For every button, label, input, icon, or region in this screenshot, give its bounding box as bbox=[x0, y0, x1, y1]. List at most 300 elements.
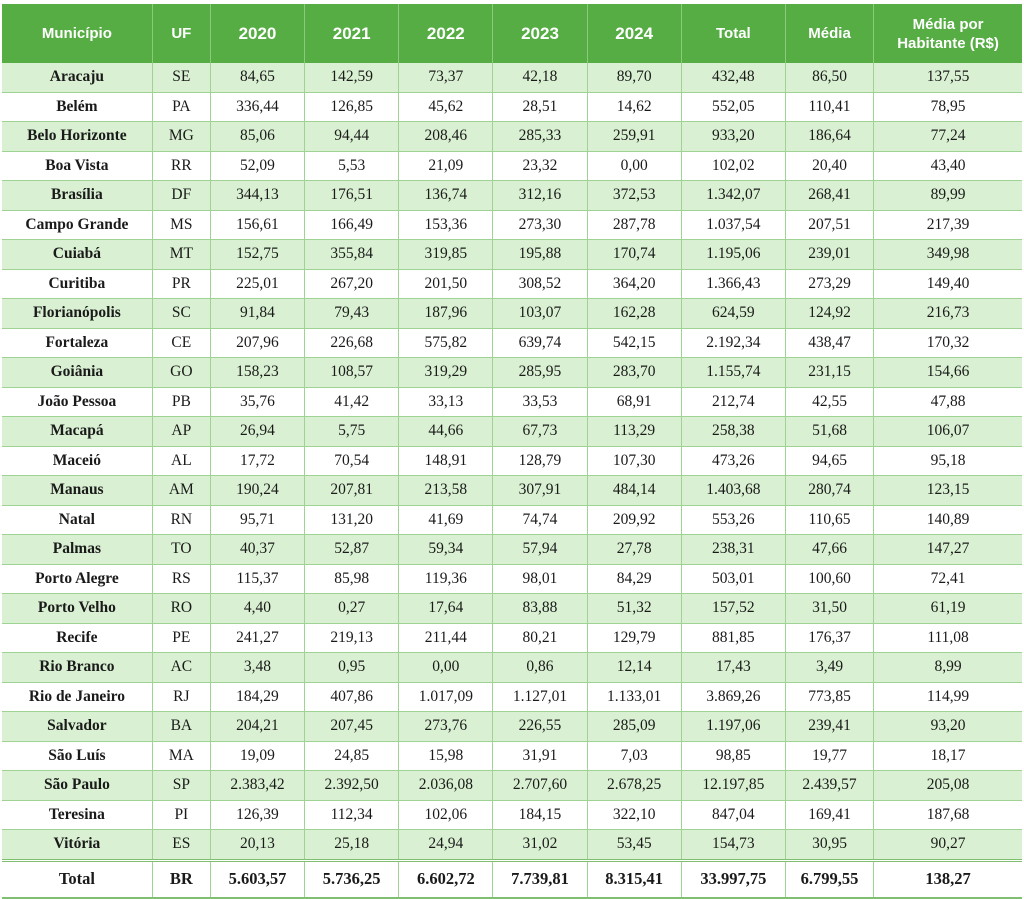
cell-municipio: Porto Alegre bbox=[2, 564, 152, 594]
cell-media: 19,77 bbox=[785, 741, 873, 771]
cell-total: 1.342,07 bbox=[681, 181, 785, 211]
cell-2023: 273,30 bbox=[493, 210, 587, 240]
header-2024: 2024 bbox=[587, 4, 681, 63]
cell-uf: MG bbox=[152, 122, 210, 152]
cell-media: 239,01 bbox=[785, 240, 873, 270]
cell-municipio: Macapá bbox=[2, 417, 152, 447]
cell-total: 98,85 bbox=[681, 741, 785, 771]
cell-2020: 35,76 bbox=[210, 387, 304, 417]
cell-total: 1.037,54 bbox=[681, 210, 785, 240]
header-media-por-habitante: Média por Habitante (R$) bbox=[874, 4, 1022, 63]
cell-2024: 287,78 bbox=[587, 210, 681, 240]
cell-total: 157,52 bbox=[681, 594, 785, 624]
table-row bbox=[2, 505, 1022, 535]
cell-2023: 285,95 bbox=[493, 358, 587, 388]
cell-2020: 152,75 bbox=[210, 240, 304, 270]
cell-2023: 128,79 bbox=[493, 446, 587, 476]
cell-2023: 33,53 bbox=[493, 387, 587, 417]
header-2022: 2022 bbox=[399, 4, 493, 63]
table-row bbox=[2, 653, 1022, 683]
cell-2021: 112,34 bbox=[305, 800, 399, 830]
cell-municipio: Cuiabá bbox=[2, 240, 152, 270]
cell-2023: 31,02 bbox=[493, 830, 587, 861]
cell-2020: 20,13 bbox=[210, 830, 304, 861]
cell-media-por-habitante: 89,99 bbox=[874, 181, 1022, 211]
cell-total: 258,38 bbox=[681, 417, 785, 447]
cell-municipio: Brasília bbox=[2, 181, 152, 211]
table-row bbox=[2, 63, 1022, 92]
cell-municipio: Porto Velho bbox=[2, 594, 152, 624]
cell-uf: GO bbox=[152, 358, 210, 388]
cell-2020: 3,48 bbox=[210, 653, 304, 683]
cell-2021: 0,95 bbox=[305, 653, 399, 683]
cell-media-por-habitante: 8,99 bbox=[874, 653, 1022, 683]
table-row bbox=[2, 358, 1022, 388]
table-row bbox=[2, 181, 1022, 211]
cell-2020: 336,44 bbox=[210, 92, 304, 122]
cell-2022: 45,62 bbox=[399, 92, 493, 122]
cell-2020: 207,96 bbox=[210, 328, 304, 358]
cell-municipio: São Luís bbox=[2, 741, 152, 771]
cell-2021: 207,45 bbox=[305, 712, 399, 742]
cell-2020: 52,09 bbox=[210, 151, 304, 181]
cell-media: 207,51 bbox=[785, 210, 873, 240]
total-uf: BR bbox=[152, 860, 210, 898]
cell-uf: PA bbox=[152, 92, 210, 122]
cell-media: 31,50 bbox=[785, 594, 873, 624]
cell-media: 20,40 bbox=[785, 151, 873, 181]
cell-2022: 201,50 bbox=[399, 269, 493, 299]
cell-total: 154,73 bbox=[681, 830, 785, 861]
cell-media: 47,66 bbox=[785, 535, 873, 565]
cell-2020: 156,61 bbox=[210, 210, 304, 240]
cell-total: 238,31 bbox=[681, 535, 785, 565]
cell-2024: 259,91 bbox=[587, 122, 681, 152]
cell-2020: 225,01 bbox=[210, 269, 304, 299]
cell-media: 268,41 bbox=[785, 181, 873, 211]
cell-2021: 226,68 bbox=[305, 328, 399, 358]
total-media-por-habitante: 138,27 bbox=[874, 860, 1022, 898]
cell-2022: 273,76 bbox=[399, 712, 493, 742]
cell-uf: CE bbox=[152, 328, 210, 358]
cell-2020: 190,24 bbox=[210, 476, 304, 506]
cell-media: 100,60 bbox=[785, 564, 873, 594]
cell-2021: 70,54 bbox=[305, 446, 399, 476]
table-row bbox=[2, 240, 1022, 270]
cell-total: 552,05 bbox=[681, 92, 785, 122]
cell-media-por-habitante: 137,55 bbox=[874, 63, 1022, 92]
table-row bbox=[2, 771, 1022, 801]
cell-media: 110,41 bbox=[785, 92, 873, 122]
cell-2021: 41,42 bbox=[305, 387, 399, 417]
table-row bbox=[2, 210, 1022, 240]
cell-media-por-habitante: 61,19 bbox=[874, 594, 1022, 624]
cell-media: 94,65 bbox=[785, 446, 873, 476]
cell-2020: 91,84 bbox=[210, 299, 304, 329]
cell-municipio: Palmas bbox=[2, 535, 152, 565]
cell-media-por-habitante: 90,27 bbox=[874, 830, 1022, 861]
cell-2023: 285,33 bbox=[493, 122, 587, 152]
cell-uf: AM bbox=[152, 476, 210, 506]
cell-total: 624,59 bbox=[681, 299, 785, 329]
cell-2021: 94,44 bbox=[305, 122, 399, 152]
cell-2020: 26,94 bbox=[210, 417, 304, 447]
cell-2021: 5,53 bbox=[305, 151, 399, 181]
cell-uf: AL bbox=[152, 446, 210, 476]
table-row bbox=[2, 122, 1022, 152]
cell-2023: 0,86 bbox=[493, 653, 587, 683]
cell-2023: 80,21 bbox=[493, 623, 587, 653]
cell-total: 847,04 bbox=[681, 800, 785, 830]
cell-total: 553,26 bbox=[681, 505, 785, 535]
cell-2023: 184,15 bbox=[493, 800, 587, 830]
cell-uf: PB bbox=[152, 387, 210, 417]
cell-2022: 153,36 bbox=[399, 210, 493, 240]
cell-2024: 283,70 bbox=[587, 358, 681, 388]
cell-2022: 24,94 bbox=[399, 830, 493, 861]
cell-media: 169,41 bbox=[785, 800, 873, 830]
cell-2024: 53,45 bbox=[587, 830, 681, 861]
cell-total: 212,74 bbox=[681, 387, 785, 417]
cell-2023: 307,91 bbox=[493, 476, 587, 506]
header-media: Média bbox=[785, 4, 873, 63]
cell-2022: 2.036,08 bbox=[399, 771, 493, 801]
cell-municipio: Recife bbox=[2, 623, 152, 653]
cell-total: 12.197,85 bbox=[681, 771, 785, 801]
cell-uf: PE bbox=[152, 623, 210, 653]
total-total: 33.997,75 bbox=[681, 860, 785, 898]
cell-total: 1.197,06 bbox=[681, 712, 785, 742]
cell-uf: RN bbox=[152, 505, 210, 535]
cell-media-por-habitante: 78,95 bbox=[874, 92, 1022, 122]
cell-media-por-habitante: 170,32 bbox=[874, 328, 1022, 358]
cell-2022: 119,36 bbox=[399, 564, 493, 594]
cell-uf: SC bbox=[152, 299, 210, 329]
cell-municipio: Manaus bbox=[2, 476, 152, 506]
cell-municipio: Rio Branco bbox=[2, 653, 152, 683]
cell-media: 42,55 bbox=[785, 387, 873, 417]
cell-2021: 131,20 bbox=[305, 505, 399, 535]
cell-2021: 166,49 bbox=[305, 210, 399, 240]
cell-media-por-habitante: 140,89 bbox=[874, 505, 1022, 535]
cell-2020: 158,23 bbox=[210, 358, 304, 388]
cell-2023: 2.707,60 bbox=[493, 771, 587, 801]
cell-2024: 364,20 bbox=[587, 269, 681, 299]
table-row bbox=[2, 476, 1022, 506]
cell-uf: AC bbox=[152, 653, 210, 683]
cell-2020: 95,71 bbox=[210, 505, 304, 535]
total-row bbox=[2, 860, 1022, 898]
table-row bbox=[2, 417, 1022, 447]
cell-media: 2.439,57 bbox=[785, 771, 873, 801]
cell-media-por-habitante: 205,08 bbox=[874, 771, 1022, 801]
cell-2021: 5,75 bbox=[305, 417, 399, 447]
cell-2024: 1.133,01 bbox=[587, 682, 681, 712]
cell-2023: 57,94 bbox=[493, 535, 587, 565]
cell-media: 186,64 bbox=[785, 122, 873, 152]
cell-2023: 31,91 bbox=[493, 741, 587, 771]
cell-municipio: Florianópolis bbox=[2, 299, 152, 329]
table-row bbox=[2, 800, 1022, 830]
total-2022: 6.602,72 bbox=[399, 860, 493, 898]
cell-2022: 213,58 bbox=[399, 476, 493, 506]
cell-2020: 241,27 bbox=[210, 623, 304, 653]
table-row bbox=[2, 594, 1022, 624]
cell-2023: 98,01 bbox=[493, 564, 587, 594]
cell-2022: 41,69 bbox=[399, 505, 493, 535]
cell-2023: 226,55 bbox=[493, 712, 587, 742]
cell-uf: PR bbox=[152, 269, 210, 299]
cell-2023: 308,52 bbox=[493, 269, 587, 299]
cell-total: 1.366,43 bbox=[681, 269, 785, 299]
cell-total: 933,20 bbox=[681, 122, 785, 152]
header-2023: 2023 bbox=[493, 4, 587, 63]
cell-2024: 51,32 bbox=[587, 594, 681, 624]
cell-2021: 142,59 bbox=[305, 63, 399, 92]
cell-2022: 59,34 bbox=[399, 535, 493, 565]
table-row bbox=[2, 446, 1022, 476]
table-row bbox=[2, 830, 1022, 861]
cell-2021: 0,27 bbox=[305, 594, 399, 624]
cell-2020: 344,13 bbox=[210, 181, 304, 211]
cell-2021: 52,87 bbox=[305, 535, 399, 565]
cell-2024: 322,10 bbox=[587, 800, 681, 830]
cell-2024: 0,00 bbox=[587, 151, 681, 181]
cell-municipio: Vitória bbox=[2, 830, 152, 861]
cell-media-por-habitante: 93,20 bbox=[874, 712, 1022, 742]
cell-uf: SE bbox=[152, 63, 210, 92]
cell-2023: 42,18 bbox=[493, 63, 587, 92]
cell-2023: 23,32 bbox=[493, 151, 587, 181]
cell-2022: 21,09 bbox=[399, 151, 493, 181]
cell-2023: 1.127,01 bbox=[493, 682, 587, 712]
cell-media: 86,50 bbox=[785, 63, 873, 92]
cell-total: 473,26 bbox=[681, 446, 785, 476]
cell-total: 503,01 bbox=[681, 564, 785, 594]
cell-2024: 285,09 bbox=[587, 712, 681, 742]
cell-2022: 17,64 bbox=[399, 594, 493, 624]
cell-2020: 84,65 bbox=[210, 63, 304, 92]
cell-media-por-habitante: 106,07 bbox=[874, 417, 1022, 447]
cell-municipio: Campo Grande bbox=[2, 210, 152, 240]
cell-media-por-habitante: 187,68 bbox=[874, 800, 1022, 830]
cell-2020: 85,06 bbox=[210, 122, 304, 152]
cell-2024: 129,79 bbox=[587, 623, 681, 653]
cell-uf: TO bbox=[152, 535, 210, 565]
cell-2024: 542,15 bbox=[587, 328, 681, 358]
total-label: Total bbox=[2, 860, 152, 898]
cell-media-por-habitante: 18,17 bbox=[874, 741, 1022, 771]
cell-media-por-habitante: 95,18 bbox=[874, 446, 1022, 476]
cell-total: 1.195,06 bbox=[681, 240, 785, 270]
table-row bbox=[2, 299, 1022, 329]
cell-total: 1.403,68 bbox=[681, 476, 785, 506]
cell-2024: 89,70 bbox=[587, 63, 681, 92]
cell-media: 3,49 bbox=[785, 653, 873, 683]
cell-2024: 372,53 bbox=[587, 181, 681, 211]
cell-municipio: Belo Horizonte bbox=[2, 122, 152, 152]
cell-municipio: Maceió bbox=[2, 446, 152, 476]
cell-media-por-habitante: 216,73 bbox=[874, 299, 1022, 329]
cell-2021: 126,85 bbox=[305, 92, 399, 122]
cell-uf: RO bbox=[152, 594, 210, 624]
cell-municipio: Salvador bbox=[2, 712, 152, 742]
municipality-table bbox=[2, 4, 1022, 899]
cell-media-por-habitante: 43,40 bbox=[874, 151, 1022, 181]
cell-media: 51,68 bbox=[785, 417, 873, 447]
cell-2024: 484,14 bbox=[587, 476, 681, 506]
cell-total: 881,85 bbox=[681, 623, 785, 653]
cell-2022: 319,29 bbox=[399, 358, 493, 388]
cell-2022: 33,13 bbox=[399, 387, 493, 417]
cell-media: 280,74 bbox=[785, 476, 873, 506]
header-row bbox=[2, 4, 1022, 63]
cell-media-por-habitante: 123,15 bbox=[874, 476, 1022, 506]
cell-2022: 136,74 bbox=[399, 181, 493, 211]
total-2023: 7.739,81 bbox=[493, 860, 587, 898]
total-2020: 5.603,57 bbox=[210, 860, 304, 898]
cell-2023: 312,16 bbox=[493, 181, 587, 211]
table-footer bbox=[2, 860, 1022, 898]
cell-2023: 103,07 bbox=[493, 299, 587, 329]
cell-2024: 7,03 bbox=[587, 741, 681, 771]
cell-municipio: Rio de Janeiro bbox=[2, 682, 152, 712]
cell-2020: 17,72 bbox=[210, 446, 304, 476]
cell-media-por-habitante: 47,88 bbox=[874, 387, 1022, 417]
header-total: Total bbox=[681, 4, 785, 63]
cell-municipio: Belém bbox=[2, 92, 152, 122]
table-header bbox=[2, 4, 1022, 63]
cell-total: 17,43 bbox=[681, 653, 785, 683]
cell-municipio: São Paulo bbox=[2, 771, 152, 801]
cell-2024: 27,78 bbox=[587, 535, 681, 565]
header-uf: UF bbox=[152, 4, 210, 63]
cell-media: 176,37 bbox=[785, 623, 873, 653]
table-row bbox=[2, 712, 1022, 742]
cell-municipio: Aracaju bbox=[2, 63, 152, 92]
table-row bbox=[2, 328, 1022, 358]
cell-2024: 68,91 bbox=[587, 387, 681, 417]
cell-media-por-habitante: 72,41 bbox=[874, 564, 1022, 594]
cell-2022: 148,91 bbox=[399, 446, 493, 476]
cell-2024: 170,74 bbox=[587, 240, 681, 270]
cell-municipio: Fortaleza bbox=[2, 328, 152, 358]
cell-uf: RJ bbox=[152, 682, 210, 712]
cell-uf: AP bbox=[152, 417, 210, 447]
cell-2024: 113,29 bbox=[587, 417, 681, 447]
cell-2022: 44,66 bbox=[399, 417, 493, 447]
cell-2024: 162,28 bbox=[587, 299, 681, 329]
cell-media: 239,41 bbox=[785, 712, 873, 742]
cell-2023: 74,74 bbox=[493, 505, 587, 535]
cell-2023: 67,73 bbox=[493, 417, 587, 447]
cell-media-por-habitante: 77,24 bbox=[874, 122, 1022, 152]
cell-2020: 184,29 bbox=[210, 682, 304, 712]
table-row bbox=[2, 623, 1022, 653]
cell-uf: BA bbox=[152, 712, 210, 742]
cell-uf: RS bbox=[152, 564, 210, 594]
cell-uf: DF bbox=[152, 181, 210, 211]
cell-2024: 12,14 bbox=[587, 653, 681, 683]
cell-2021: 267,20 bbox=[305, 269, 399, 299]
cell-media: 110,65 bbox=[785, 505, 873, 535]
cell-2023: 195,88 bbox=[493, 240, 587, 270]
header-municipio: Município bbox=[2, 4, 152, 63]
cell-2021: 25,18 bbox=[305, 830, 399, 861]
cell-2021: 355,84 bbox=[305, 240, 399, 270]
cell-2021: 108,57 bbox=[305, 358, 399, 388]
table-row bbox=[2, 741, 1022, 771]
cell-media-por-habitante: 217,39 bbox=[874, 210, 1022, 240]
table-row bbox=[2, 535, 1022, 565]
cell-municipio: João Pessoa bbox=[2, 387, 152, 417]
cell-media-por-habitante: 349,98 bbox=[874, 240, 1022, 270]
cell-uf: ES bbox=[152, 830, 210, 861]
cell-media: 438,47 bbox=[785, 328, 873, 358]
cell-2023: 83,88 bbox=[493, 594, 587, 624]
cell-2020: 204,21 bbox=[210, 712, 304, 742]
total-2024: 8.315,41 bbox=[587, 860, 681, 898]
cell-uf: MA bbox=[152, 741, 210, 771]
cell-media-por-habitante: 147,27 bbox=[874, 535, 1022, 565]
cell-uf: MS bbox=[152, 210, 210, 240]
cell-2024: 2.678,25 bbox=[587, 771, 681, 801]
cell-municipio: Curitiba bbox=[2, 269, 152, 299]
cell-media-por-habitante: 114,99 bbox=[874, 682, 1022, 712]
cell-media: 30,95 bbox=[785, 830, 873, 861]
cell-2021: 85,98 bbox=[305, 564, 399, 594]
cell-2020: 115,37 bbox=[210, 564, 304, 594]
cell-uf: MT bbox=[152, 240, 210, 270]
cell-2022: 319,85 bbox=[399, 240, 493, 270]
cell-2022: 15,98 bbox=[399, 741, 493, 771]
cell-uf: RR bbox=[152, 151, 210, 181]
cell-media-por-habitante: 154,66 bbox=[874, 358, 1022, 388]
cell-2021: 219,13 bbox=[305, 623, 399, 653]
cell-total: 1.155,74 bbox=[681, 358, 785, 388]
header-2020: 2020 bbox=[210, 4, 304, 63]
cell-2020: 2.383,42 bbox=[210, 771, 304, 801]
cell-2021: 176,51 bbox=[305, 181, 399, 211]
cell-2024: 107,30 bbox=[587, 446, 681, 476]
table-row bbox=[2, 269, 1022, 299]
cell-2024: 209,92 bbox=[587, 505, 681, 535]
cell-2024: 14,62 bbox=[587, 92, 681, 122]
table-row bbox=[2, 682, 1022, 712]
cell-2021: 2.392,50 bbox=[305, 771, 399, 801]
cell-2022: 211,44 bbox=[399, 623, 493, 653]
cell-total: 2.192,34 bbox=[681, 328, 785, 358]
cell-municipio: Natal bbox=[2, 505, 152, 535]
cell-uf: PI bbox=[152, 800, 210, 830]
cell-2021: 207,81 bbox=[305, 476, 399, 506]
cell-media: 273,29 bbox=[785, 269, 873, 299]
cell-media-por-habitante: 111,08 bbox=[874, 623, 1022, 653]
table-row bbox=[2, 564, 1022, 594]
cell-2021: 407,86 bbox=[305, 682, 399, 712]
cell-media: 231,15 bbox=[785, 358, 873, 388]
cell-2024: 84,29 bbox=[587, 564, 681, 594]
cell-municipio: Boa Vista bbox=[2, 151, 152, 181]
cell-2021: 24,85 bbox=[305, 741, 399, 771]
cell-media: 773,85 bbox=[785, 682, 873, 712]
data-table-container bbox=[2, 4, 1022, 899]
cell-municipio: Teresina bbox=[2, 800, 152, 830]
table-row bbox=[2, 387, 1022, 417]
cell-2020: 19,09 bbox=[210, 741, 304, 771]
cell-2020: 40,37 bbox=[210, 535, 304, 565]
cell-media-por-habitante: 149,40 bbox=[874, 269, 1022, 299]
